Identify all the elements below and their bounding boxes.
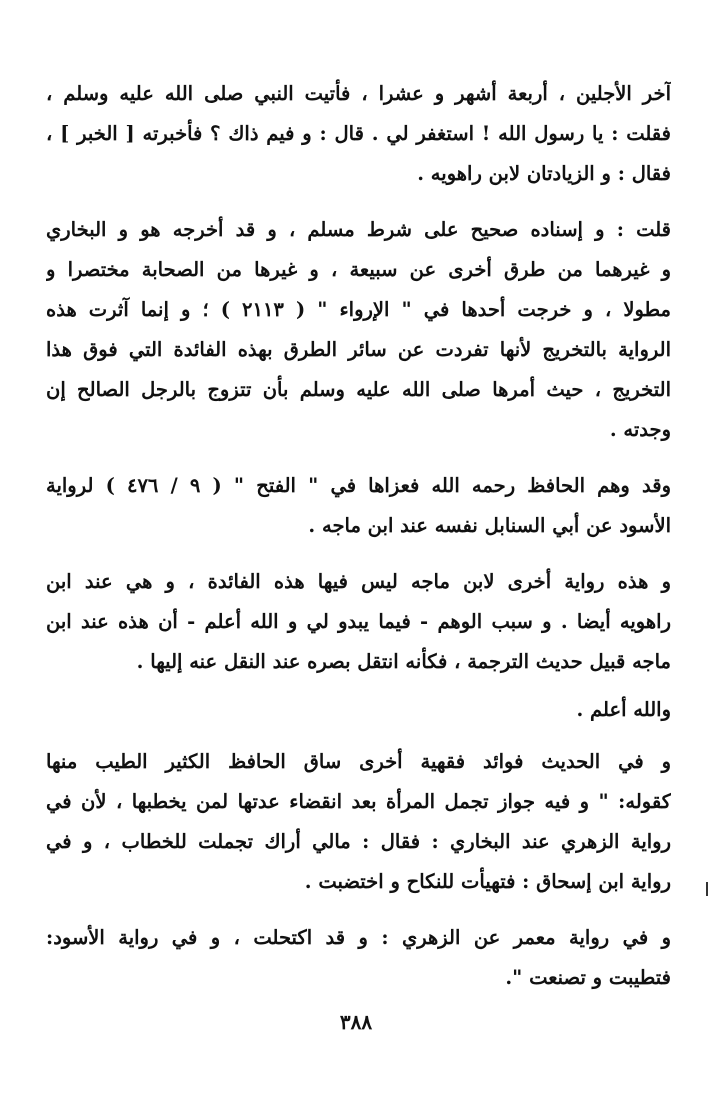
page-number: ٣٨٨ xyxy=(339,1010,373,1034)
text-line: و في الحديث فوائد فقهية أخرى ساق الحافظ الكثير الطيب منها xyxy=(46,750,671,773)
text-line: فقلت : يا رسول الله ! استغفر لي . قال : و فيم ذاك ؟ فأخبرته [ الخبر ] ، xyxy=(46,122,671,145)
paragraph-4 xyxy=(46,562,671,682)
text-line: و غيرهما من طرق أخرى عن سبيعة ، و غيرها من الصحابة مختصرا و xyxy=(46,258,671,281)
text-line: وجدته . xyxy=(609,418,671,441)
text-line: راهويه أيضا . و سبب الوهم - فيما يبدو لي و الله أعلم - أن هذه عند ابن xyxy=(46,610,671,633)
text-line: ماجه قبيل حديث الترجمة ، فكأنه انتقل بصره عند النقل عنه إليها . xyxy=(136,650,671,673)
paragraph-2 xyxy=(46,210,671,450)
paragraph-3 xyxy=(46,466,671,546)
text-line: رواية الزهري عند البخاري : فقال : مالي أراك تجملت للخطاب ، و في xyxy=(46,830,671,853)
text-line: مطولا ، و خرجت أحدها في " الإرواء " ( ٢١١٣ ) ؛ و إنما آثرت هذه xyxy=(46,298,671,321)
text-line: آخر الأجلين ، أربعة أشهر و عشرا ، فأتيت النبي صلى الله عليه وسلم ، xyxy=(46,82,671,105)
paragraph-5 xyxy=(46,690,671,730)
text-line: والله أعلم . xyxy=(576,698,671,721)
paragraph-7 xyxy=(46,918,671,998)
text-line: و هذه رواية أخرى لابن ماجه ليس فيها هذه الفائدة ، و هي عند ابن xyxy=(46,570,671,593)
text-line: رواية ابن إسحاق : فتهيأت للنكاح و اختضبت . xyxy=(304,870,671,893)
paragraph-1 xyxy=(46,74,671,194)
text-line: قلت : و إسناده صحيح على شرط مسلم ، و قد أخرجه هو و البخاري xyxy=(46,218,671,241)
text-line: كقوله: " و فيه جواز تجمل المرأة بعد انقضاء عدتها لمن يخطبها ، لأن في xyxy=(46,790,671,813)
text-line: فتطيبت و تصنعت ". xyxy=(505,966,671,989)
text-line: الرواية بالتخريج لأنها تفردت عن سائر الطرق بهذه الفائدة التي فوق هذا xyxy=(46,338,671,361)
text-line: الأسود عن أبي السنابل نفسه عند ابن ماجه . xyxy=(308,514,671,537)
text-line: و في رواية معمر عن الزهري : و قد اكتحلت ، و في رواية الأسود: xyxy=(46,926,671,949)
text-line: فقال : و الزيادتان لابن راهويه . xyxy=(417,162,671,185)
margin-mark xyxy=(706,882,712,896)
text-line: التخريج ، حيث أمرها صلى الله عليه وسلم بأن تتزوج بالرجل الصالح إن xyxy=(46,378,671,401)
text-line: وقد وهم الحافظ رحمه الله فعزاها في " الفتح " ( ٩ / ٤٧٦ ) لرواية xyxy=(46,474,671,497)
paragraph-6 xyxy=(46,742,671,902)
